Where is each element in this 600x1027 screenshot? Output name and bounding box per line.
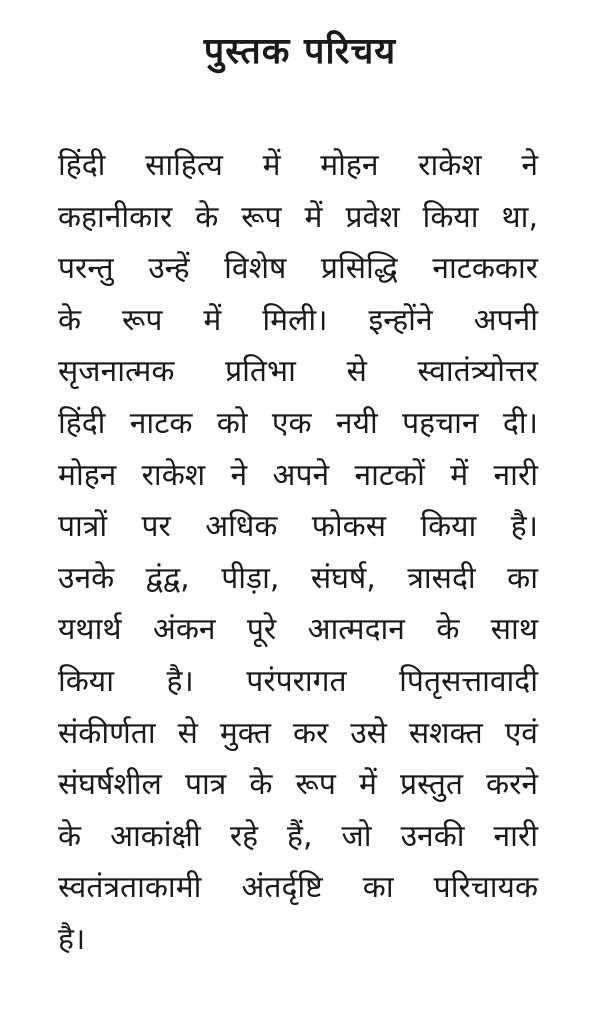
text-line: यथार्थ अंकन पूरे आत्मदान के साथ (58, 612, 538, 648)
text-line: संकीर्णता से मुक्त कर उसे सशक्त एवं (58, 715, 538, 751)
text-line: पात्रों पर अधिक फोकस किया है। (58, 509, 538, 545)
text-line: उनके द्वंद्व, पीड़ा, संघर्ष, त्रासदी का (58, 560, 538, 596)
text-line: संघर्षशील पात्र के रूप में प्रस्तुत करने (58, 767, 538, 803)
text-line: कहानीकार के रूप में प्रवेश किया था, (58, 199, 538, 235)
page-title: पुस्तक परिचय (203, 31, 397, 72)
text-line: किया है। परंपरागत पितृसत्तावादी (58, 663, 538, 699)
body-paragraph (58, 140, 538, 966)
text-line: हिंदी नाटक को एक नयी पहचान दी। (58, 405, 538, 441)
text-line: हिंदी साहित्य में मोहन राकेश ने (58, 148, 538, 183)
text-line: स्वतंत्रताकामी अंतर्दृष्टि का परिचायक (58, 870, 538, 906)
text-line: सृजनात्मक प्रतिभा से स्वातंत्र्योत्तर (58, 354, 538, 390)
text-line: के आकांक्षी रहे हैं, जो उनकी नारी (58, 818, 538, 854)
text-line: मोहन राकेश ने अपने नाटकों में नारी (58, 457, 538, 493)
text-line: के रूप में मिली। इन्होंने अपनी (58, 302, 538, 338)
text-line: है। (58, 921, 86, 957)
text-line: परन्तु उन्हें विशेष प्रसिद्धि नाटककार (58, 251, 538, 287)
